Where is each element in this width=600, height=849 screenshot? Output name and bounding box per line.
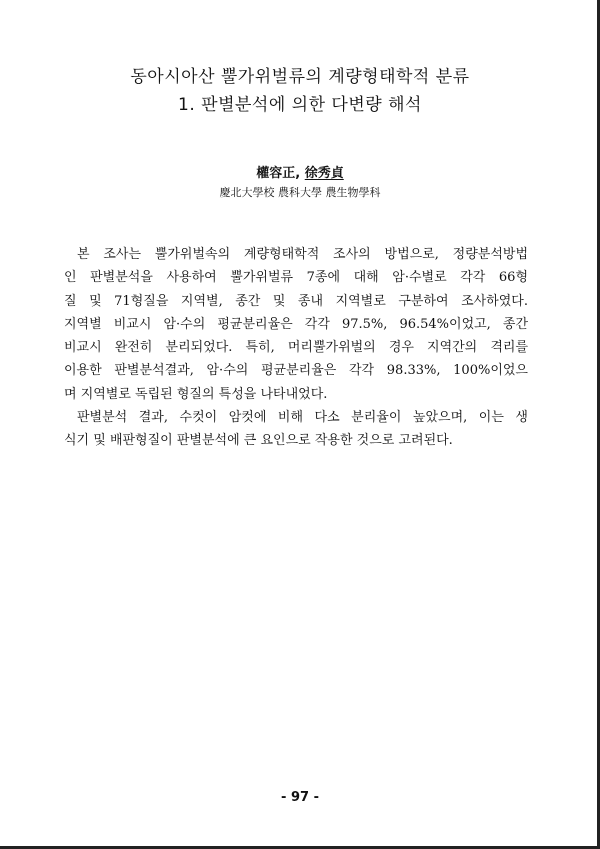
- abstract-line: 지역별 비교시 암·수의 평균분리율은 각각 97.5%, 96.54%이었고, 종간: [64, 316, 528, 332]
- affiliation: 慶北大學校 農科大學 農生物學科: [219, 186, 381, 199]
- abstract-line: 이용한 판별분석결과, 암·수의 평균분리율은 각각 98.33%, 100%이었으: [64, 363, 528, 379]
- paper-subtitle: 1. 판별분석에 의한 다변량 해석: [178, 95, 422, 115]
- abstract-line: 질 및 71형질을 지역별, 종간 및 종내 지역별로 구분하여 조사하였다.: [64, 293, 528, 309]
- author-second: 徐秀貞: [304, 166, 344, 181]
- author-first: 權容正,: [256, 166, 301, 181]
- paper-title: 동아시아산 뿔가위벌류의 계량형태학적 분류: [130, 67, 470, 87]
- abstract-line: 식기 및 배판형질이 판별분석에 큰 요인으로 작용한 것으로 고려된다.: [64, 433, 453, 449]
- abstract-line: 인 판별분석을 사용하여 뿔가위벌류 7종에 대해 암·수별로 각각 66형: [64, 270, 528, 286]
- author-list: [0, 162, 600, 181]
- abstract-line: 며 지역별로 독립된 형질의 특성을 나타내었다.: [64, 386, 328, 402]
- abstract-line: 비교시 완전히 분리되었다. 특히, 머리뿔가위벌의 경우 지역간의 격리를: [64, 340, 528, 356]
- page-number: - 97 -: [281, 790, 319, 805]
- abstract-line: 판별분석 결과, 수컷이 암컷에 비해 다소 분리율이 높았으며, 이는 생: [77, 410, 528, 426]
- abstract-line: 본 조사는 뿔가위벌속의 계량형태학적 조사의 방법으로, 정량분석방법: [77, 247, 528, 262]
- abstract: [64, 243, 528, 453]
